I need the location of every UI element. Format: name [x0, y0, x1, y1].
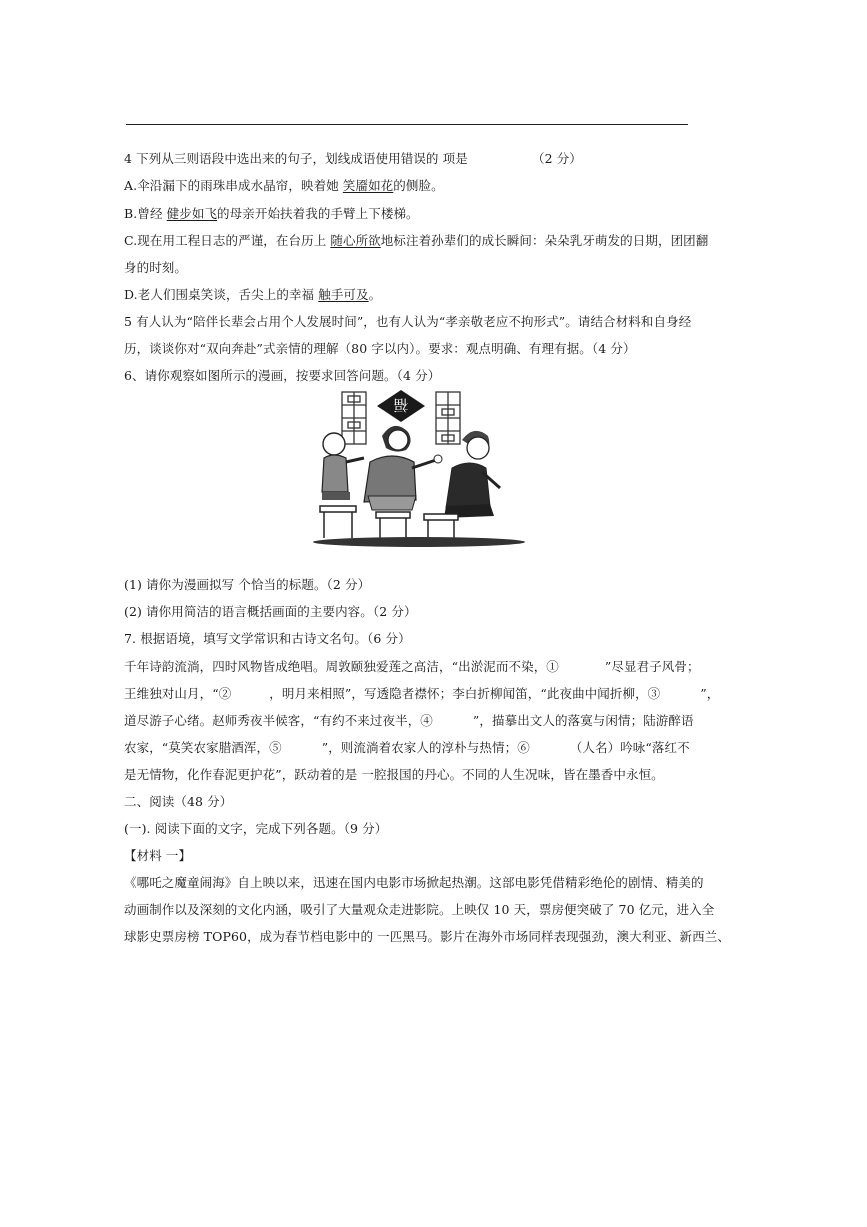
q4-stem: 4 下列从三则语段中选出来的句子，划线成语使用错误的 项是 （2 分） [124, 151, 582, 166]
q7-line1: 千年诗韵流淌，四时风物皆成绝唱。周敦颐独爱莲之高洁，“出淤泥而不染，① ”尽显君子风骨； [124, 659, 700, 674]
material-line-2: 动画制作以及深刻的文化内涵，吸引了大量观众走进影院。上映仅 10 天，票房便突破了 70 亿元，进入全 [124, 902, 715, 917]
q4-option-a: A.伞沿漏下的雨珠串成水晶帘，映着她 笑靥如花的侧脸。 [124, 178, 444, 193]
q4-option-c: C.现在用工程日志的严谨，在台历上 随心所欲地标注着孙辈们的成长瞬间：朵朵乳牙萌发的日期，团团翻 [124, 233, 709, 248]
section2-part1: (一). 阅读下面的文字，完成下列各题。（9 分） [124, 821, 388, 836]
q7-stem: 7. 根据语境，填写文学常识和古诗文名句。（6 分） [124, 631, 411, 646]
q4-option-c-cont: 身的时刻。 [124, 260, 188, 275]
idiom-underlined: 笑靥如花 [342, 178, 394, 193]
material-line-3: 球影史票房榜 TOP60，成为春节档电影中的 一匹黑马。影片在海外市场同样表现强劲，澳大利亚、新西兰、 [124, 929, 730, 944]
q7-line3: 道尽游子心绪。赵师秀夜半候客，“有约不来过夜半，④ ”，描摹出文人的落寞与闲情；陆游醉语 [124, 713, 694, 728]
comic-illustration [312, 388, 526, 550]
q7-line4: 农家，“莫笑农家腊酒浑，⑤ ”，则流淌着农家人的淳朴与热情；⑥ （人名）吟咏“落红不 [124, 740, 690, 755]
q4-option-b: B.曾经 健步如飞的母亲开始扶着我的手臂上下楼梯。 [124, 206, 419, 221]
q5-line1: 5 有人认为“陪伴长辈会占用个人发展时间”，也有人认为“孝亲敬老应不拘形式”。请结合材料和自身经 [124, 314, 692, 329]
q7-line2: 王维独对山月，“② ，明月来相照”，写透隐者襟怀；李白折柳闻笛，“此夜曲中闻折柳，③ ”， [124, 686, 720, 701]
q7-line5: 是无情物，化作春泥更护花”，跃动着的是 一腔报国的丹心。不同的人生况味，皆在墨香中永恒。 [124, 767, 664, 782]
material-heading: 【材料 一】 [124, 848, 192, 863]
q6-stem: 6、请你观察如图所示的漫画，按要求回答问题。（4 分） [124, 368, 441, 383]
fu-character: 福 [393, 396, 409, 414]
idiom-underlined: 触手可及 [318, 287, 369, 302]
q4-option-d: D.老人们围桌笑谈，舌尖上的幸福 触手可及。 [124, 287, 382, 302]
section2-title: 二、阅读（48 分） [124, 794, 233, 809]
idiom-underlined: 随心所欲 [330, 233, 381, 248]
idiom-underlined: 健步如飞 [166, 206, 218, 221]
q5-line2: 历，谈谈你对“双向奔赴”式亲情的理解（80 字以内）。要求：观点明确、有理有据。（4 分） [124, 341, 636, 356]
material-line-1: 《哪吒之魔童闹海》自上映以来，迅速在国内电影市场掀起热潮。这部电影凭借精彩绝伦的剧情、精美的 [124, 875, 704, 890]
q6-sub1: (1) 请你为漫画拟写 个恰当的标题。（2 分） [124, 577, 371, 592]
header-rule [126, 124, 688, 125]
q6-sub2: (2) 请你用简洁的语言概括画面的主要内容。（2 分） [124, 604, 417, 619]
